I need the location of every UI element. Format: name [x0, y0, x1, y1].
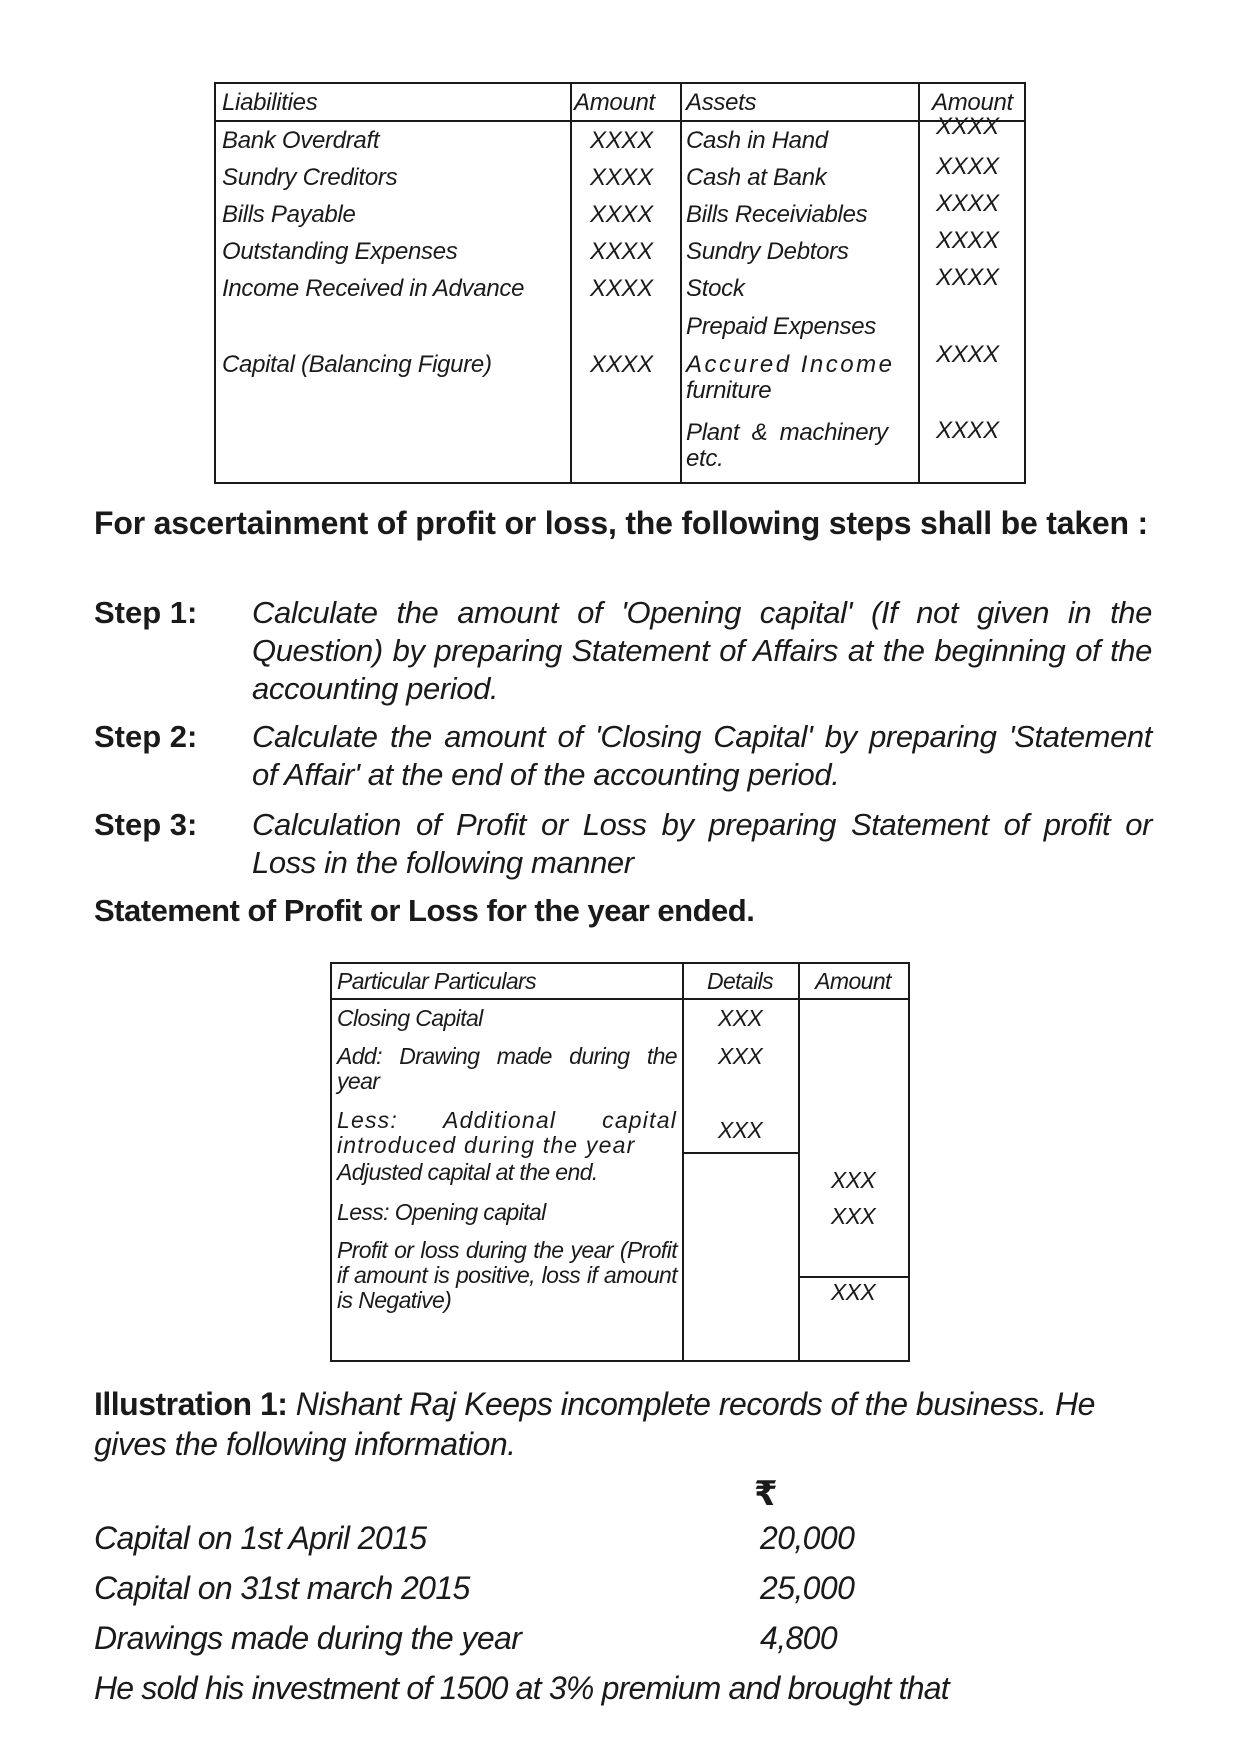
intro-paragraph: For ascertainment of profit or loss, the following steps shall be taken :: [94, 505, 1149, 541]
profit-loss-statement-table: [330, 962, 910, 1362]
asset-label: Plant & machinery: [686, 419, 888, 446]
row-adjusted-capital: Adjusted capital at the end.: [337, 1159, 598, 1185]
header-details: Details: [706, 968, 774, 994]
liability-label: Bills Payable: [222, 201, 356, 228]
step-text: Calculation of Profit or Loss by preparing Statement of profit or Loss in the following manner: [252, 807, 1152, 880]
header-amount: Amount: [932, 89, 1013, 116]
asset-label: etc.: [686, 445, 724, 472]
details-value: XXX: [717, 1005, 763, 1031]
asset-amount: XXXX: [936, 341, 999, 368]
asset-label: Stock: [686, 275, 745, 302]
row-add-drawing: Add: Drawing made during the year: [337, 1043, 677, 1094]
step-label: Step 2:: [94, 719, 198, 754]
row-profit-or-loss: Profit or loss during the year (Profit if amount is positive, loss if amount is Negative): [337, 1237, 677, 1313]
illustration-label: Illustration 1:: [94, 1386, 288, 1422]
amount-value: XXX: [830, 1203, 876, 1229]
illustration-text: Nishant Raj Keeps incomplete records of the business. He gives the following information.: [94, 1386, 1095, 1462]
header-amount: Amount: [815, 968, 891, 994]
asset-amount: XXXX: [936, 190, 999, 217]
asset-amount: XXXX: [936, 264, 999, 291]
asset-amount: XXXX: [936, 113, 999, 140]
illustration-continuation: He sold his investment of 1500 at 3% premium and brought that: [94, 1670, 949, 1706]
header-liabilities: Liabilities: [222, 89, 318, 116]
header-assets: Assets: [686, 89, 757, 116]
illustration-item-label: Capital on 1st April 2015: [94, 1520, 427, 1556]
illustration-item-value: 20,000: [760, 1520, 855, 1556]
asset-label: Cash in Hand: [686, 127, 828, 154]
illustration-item-value: 25,000: [760, 1570, 855, 1606]
liability-amount: XXXX: [590, 351, 653, 378]
details-value: XXX: [717, 1043, 763, 1069]
asset-label: Accured Income: [686, 351, 895, 378]
liability-amount: XXXX: [590, 127, 653, 154]
liability-label: Outstanding Expenses: [222, 238, 458, 265]
liability-amount: XXXX: [590, 201, 653, 228]
header-divider: [216, 120, 1024, 122]
illustration-paragraph: [94, 1384, 1154, 1464]
liability-label: Sundry Creditors: [222, 164, 398, 191]
asset-label: Bills Receiviables: [686, 201, 868, 228]
details-value: XXX: [717, 1117, 763, 1143]
illustration-item-value: 4,800: [760, 1620, 838, 1656]
step-label: Step 3:: [94, 807, 198, 842]
column-divider: [570, 84, 572, 482]
asset-amount: XXXX: [936, 153, 999, 180]
asset-label: Prepaid Expenses: [686, 313, 876, 340]
header-amount: Amount: [574, 89, 655, 116]
liability-amount: XXXX: [590, 238, 653, 265]
step-text: Calculate the amount of 'Opening capital' (If not given in the Question) by preparing Statement of Affairs at the beginning of the accounting period.: [252, 595, 1152, 706]
column-divider: [918, 84, 920, 482]
header-particulars: Particular Particulars: [337, 968, 536, 994]
amount-value: XXX: [830, 1167, 876, 1193]
row-less-additional-capital: Less: Additional capital introduced during the year: [337, 1107, 677, 1158]
illustration-item-label: Drawings made during the year: [94, 1620, 522, 1656]
statement-of-affairs-table: [214, 82, 1026, 484]
asset-label: Cash at Bank: [686, 164, 827, 191]
statement-heading: Statement of Profit or Loss for the year ended.: [94, 893, 755, 928]
asset-amount: XXXX: [936, 417, 999, 444]
column-divider: [680, 84, 682, 482]
row-less-opening-capital: Less: Opening capital: [337, 1199, 546, 1225]
rupee-symbol: ₹: [754, 1475, 778, 1513]
liability-label: Capital (Balancing Figure): [222, 351, 492, 378]
liability-amount: XXXX: [590, 275, 653, 302]
liability-label: Bank Overdraft: [222, 127, 380, 154]
total-line: [798, 1276, 908, 1278]
row-closing-capital: Closing Capital: [337, 1005, 483, 1031]
header-divider: [332, 998, 908, 1000]
illustration-item-label: Capital on 31st march 2015: [94, 1570, 470, 1606]
liability-label: Income Received in Advance: [222, 275, 525, 302]
step-text: Calculate the amount of 'Closing Capital' by preparing 'Statement of Affair' at the end of the accounting period.: [252, 719, 1152, 792]
step-label: Step 1:: [94, 595, 198, 630]
asset-amount: XXXX: [936, 227, 999, 254]
asset-label: furniture: [686, 377, 772, 404]
liability-amount: XXXX: [590, 164, 653, 191]
asset-label: Sundry Debtors: [686, 238, 849, 265]
subtotal-line: [682, 1152, 798, 1154]
amount-value: XXX: [830, 1279, 876, 1305]
